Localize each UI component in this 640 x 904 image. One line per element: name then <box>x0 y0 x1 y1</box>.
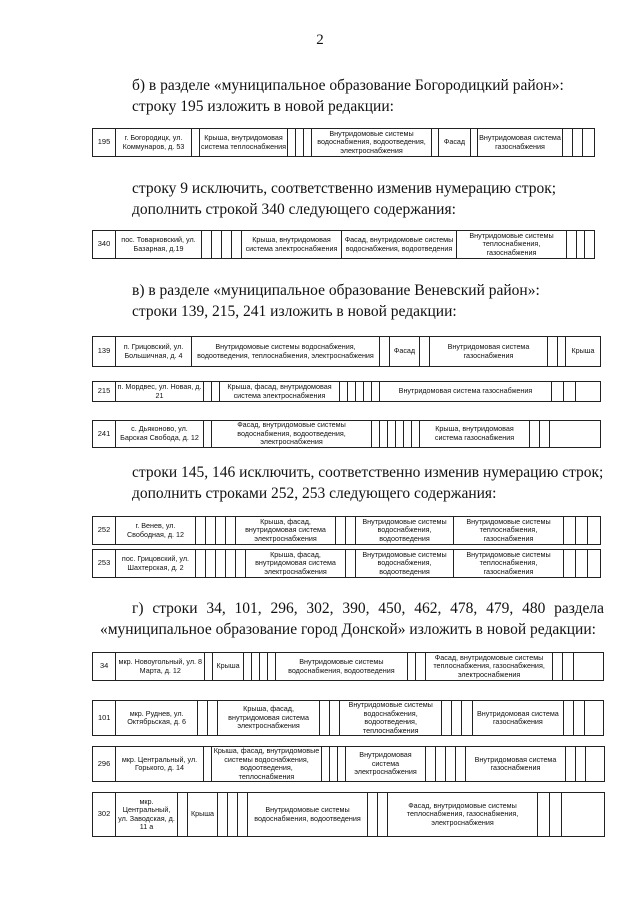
row-address: п. Мордвес, ул. Новая, д. 21 <box>116 382 204 402</box>
section-b-heading: б) в разделе «муниципальное образование Богородицкий район»: <box>132 77 564 94</box>
row-work: Крыша, внутридомовая система электроснабжения <box>242 231 342 259</box>
row-address: г. Богородицк, ул. Коммунаров, д. 53 <box>116 129 192 157</box>
row-work: Крыша, фасад, внутридомовая система электроснабжения <box>246 550 346 578</box>
row-work: Внутридомовые системы водоснабжения, водоотведения <box>248 793 368 837</box>
row-work: Внутридомовая система газоснабжения <box>472 701 564 736</box>
row-work: Крыша, фасад, внутридомовая система электроснабжения <box>220 382 340 402</box>
section-g-text-2 <box>100 619 600 640</box>
row-work: Внутридомовые системы водоснабжения, водоотведения, теплоснабжения <box>340 701 442 736</box>
section-b-add: дополнить строкой 340 следующего содержания: <box>132 201 456 218</box>
row-number: 34 <box>93 653 116 681</box>
section-g-line1: г) строки 34, 101, 296, 302, 390, 450, 462, 478, 479, 480 раздела <box>132 600 604 617</box>
row-work: Фасад <box>390 337 420 367</box>
row-work: Фасад, внутридомовые системы теплоснабжения, газоснабжения, электроснабжения <box>425 653 552 681</box>
row-address: пос. Грицовский, ул. Шахтерская, д. 2 <box>116 550 196 578</box>
row-address: мкр. Руднев, ул. Октябрьская, д. 6 <box>116 701 197 736</box>
section-b-text <box>132 75 600 117</box>
row-work: Внутридомовые системы теплоснабжения, газоснабжения <box>454 550 564 578</box>
table-row-302 <box>92 792 605 837</box>
row-work: Крыша <box>188 793 218 837</box>
row-number: 340 <box>93 231 116 259</box>
section-b-exclude: строку 9 исключить, соответственно изменив нумерацию строк; <box>132 180 557 197</box>
page-number: 2 <box>316 32 324 48</box>
section-v-text <box>132 280 600 322</box>
table-row-296 <box>92 746 605 782</box>
section-v-heading: в) в разделе «муниципальное образование Веневский район»: <box>132 282 540 299</box>
table-row-340 <box>92 230 595 259</box>
table-row-253 <box>92 549 601 578</box>
row-work: Внутридомовые системы теплоснабжения, газоснабжения <box>454 517 564 545</box>
table-row-139 <box>92 336 601 367</box>
section-b-instruction: строку 195 изложить в новой редакции: <box>132 98 394 115</box>
row-number: 215 <box>93 382 116 402</box>
row-work: Внутридомовые системы теплоснабжения, газоснабжения <box>457 231 567 259</box>
row-work: Внутридомовые системы водоснабжения, водоотведения, электроснабжения <box>312 129 432 157</box>
row-number: 101 <box>93 701 116 736</box>
row-work: Крыша <box>566 337 601 367</box>
table-row-34 <box>92 652 604 681</box>
row-work: Внутридомовые системы водоснабжения, водоотведения <box>276 653 408 681</box>
row-number: 241 <box>93 421 116 448</box>
row-work: Внутридомовые системы водоснабжения, водоотведения, теплоснабжения, электроснабжения <box>192 337 380 367</box>
section-v-exclude: строки 145, 146 исключить, соответственно изменив нумерацию строк; <box>132 464 604 481</box>
row-address: мкр. Центральный, ул. Горького, д. 14 <box>116 747 204 782</box>
table-row-241 <box>92 420 601 448</box>
row-work: Крыша <box>213 653 243 681</box>
row-work: Крыша, фасад, внутридомовая система электроснабжения <box>236 517 336 545</box>
row-address: п. Грицовский, ул. Большичная, д. 4 <box>116 337 192 367</box>
section-g-text <box>100 598 604 619</box>
row-work: Крыша, внутридомовая система газоснабжения <box>420 421 530 448</box>
row-work: Внутридомовые системы водоснабжения, водоотведения <box>356 550 454 578</box>
row-address: мкр. Новоугольный, ул. 8 Марта, д. 12 <box>116 653 205 681</box>
row-work: Внутридомовая система электроснабжения <box>346 747 426 782</box>
row-work: Внутридомовая система газоснабжения <box>380 382 552 402</box>
row-work: Фасад, внутридомовые системы теплоснабжения, газоснабжения, электроснабжения <box>388 793 538 837</box>
row-work: Внутридомовые системы водоснабжения, водоотведения <box>356 517 454 545</box>
row-work: Внутридомовая система газоснабжения <box>466 747 566 782</box>
row-work: Фасад <box>439 129 471 157</box>
row-address: с. Дьяконово, ул. Барская Свобода, д. 12 <box>116 421 204 448</box>
row-work: Крыша, внутридомовая система теплоснабжения <box>200 129 288 157</box>
table-row-252 <box>92 516 601 545</box>
section-g-line2: «муниципальное образование город Донской» изложить в новой редакции: <box>100 621 596 638</box>
row-address: пос. Товарковский, ул. Базарная, д.19 <box>116 231 202 259</box>
row-number: 253 <box>93 550 116 578</box>
section-b-after <box>132 178 600 220</box>
row-number: 195 <box>93 129 116 157</box>
row-work: Крыша, фасад, внутридомовая система электроснабжения <box>218 701 320 736</box>
row-number: 139 <box>93 337 116 367</box>
row-work: Фасад, внутридомовые системы водоснабжения, водоотведения, электроснабжения <box>212 421 372 448</box>
row-work: Фасад, внутридомовые системы водоснабжения, водоотведения <box>342 231 457 259</box>
row-address: мкр. Центральный, ул. Заводская, д. 11 а <box>116 793 178 837</box>
row-number: 252 <box>93 517 116 545</box>
row-address: г. Венев, ул. Свободная, д. 12 <box>116 517 196 545</box>
section-v-add: дополнить строками 252, 253 следующего содержания: <box>132 485 497 502</box>
table-row-195 <box>92 128 595 157</box>
row-number: 296 <box>93 747 116 782</box>
row-number: 302 <box>93 793 116 837</box>
row-work: Крыша, фасад, внутридомовые системы водоснабжения, водоотведения, теплоснабжения <box>212 747 322 782</box>
row-work: Внутридомовая система газоснабжения <box>478 129 563 157</box>
table-row-215 <box>92 381 601 402</box>
section-v-after <box>132 462 604 504</box>
row-work: Внутридомовая система газоснабжения <box>430 337 548 367</box>
table-row-101 <box>92 700 604 736</box>
section-v-instruction: строки 139, 215, 241 изложить в новой редакции: <box>132 303 457 320</box>
